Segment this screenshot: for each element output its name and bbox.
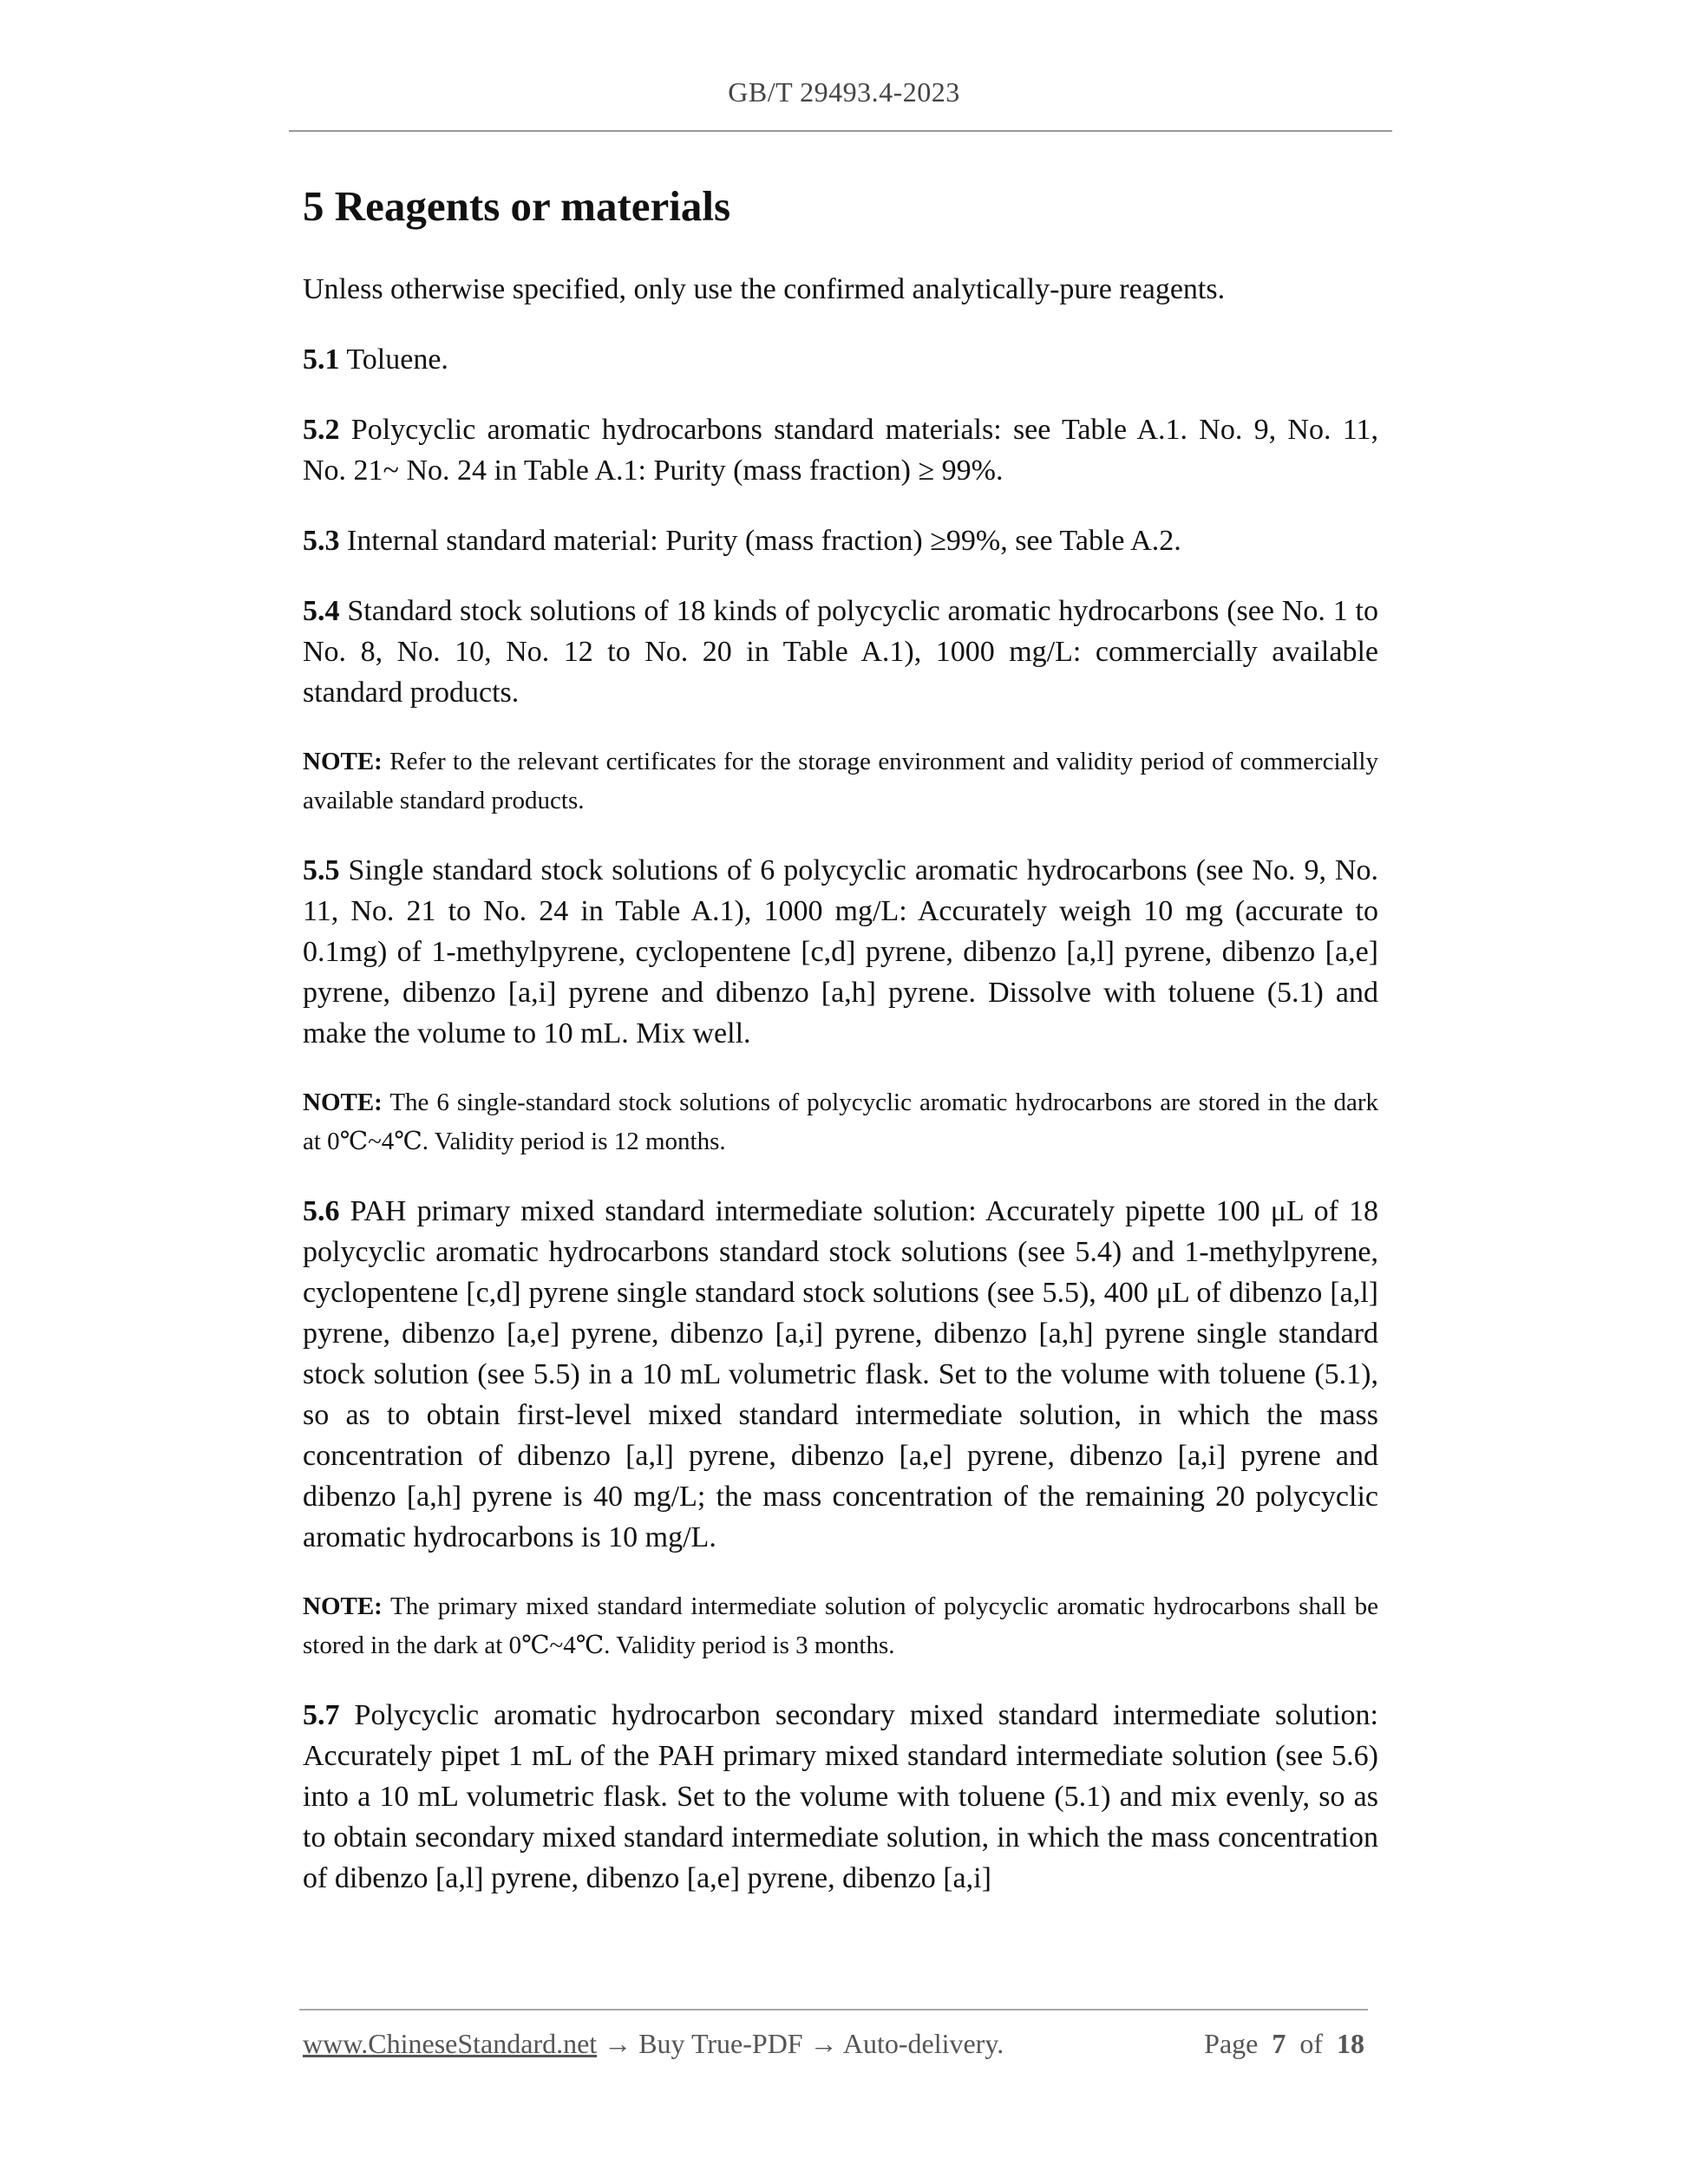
clause-text: Standard stock solutions of 18 kinds of polycyclic aromatic hydrocarbons (see No. 1 to No. 8, No. 10, No. 12 to No. 20 in Table A.1), 1000 mg/L: commercially available standard products. [303,595,1378,709]
note-text: The primary mixed standard intermediate solution of polycyclic aromatic hydrocarbons shall be stored in the dark at 0℃~4℃. Validity period is 3 months. [303,1592,1378,1659]
total-page-number: 18 [1337,2028,1364,2059]
clause-number: 5.2 [303,414,340,446]
clause-number: 5.4 [303,595,340,627]
note-5-6 [303,1587,1378,1665]
section-title: 5 Reagents or materials [303,182,731,230]
clause-5-3 [303,520,1378,561]
website-link[interactable]: www.ChineseStandard.net [303,2028,598,2059]
note-text: The 6 single-standard stock solutions of polycyclic aromatic hydrocarbons are stored in the dark at 0℃~4℃. Validity period is 12 months. [303,1089,1378,1155]
page-footer [303,2028,1364,2066]
clause-number: 5.7 [303,1699,340,1731]
clause-5-6 [303,1191,1378,1558]
clause-text: Polycyclic aromatic hydrocarbons standard materials: see Table A.1. No. 9, No. 11, No. 21~ No. 24 in Table A.1: Purity (mass fraction) ≥ 99%. [303,414,1378,487]
clause-5-1 [303,339,1378,380]
clause-5-5 [303,850,1378,1054]
clause-text: Single standard stock solutions of 6 polycyclic aromatic hydrocarbons (see No. 9, No. 11, No. 21 to No. 24 in Table A.1), 1000 mg/L: Accurately weigh 10 mg (accurate to 0.1mg) of 1-methylpyrene, cyclopentene [c,d] pyrene, dibenzo [a,l] pyrene, dibenzo [a,e] pyrene, dibenzo [a,i] pyrene and dibenzo [a,h] pyrene. Dissolve with toluene (5.1) and make the volume to 10 mL. Mix well. [303,854,1378,1049]
clause-5-4 [303,591,1378,713]
of-word: of [1299,2028,1323,2059]
document-header: GB/T 29493.4-2023 [728,76,960,108]
clause-text: Polycyclic aromatic hydrocarbon secondary mixed standard intermediate solution: Accurately pipet 1 mL of the PAH primary mixed standard intermediate solution (see 5.6) into a 10 mL volumetric flask. Set to the volume with toluene (5.1) and mix evenly, so as to obtain secondary mixed standard intermediate solution, in which the mass concentration of dibenzo [a,l] pyrene, dibenzo [a,e] pyrene, dibenzo [a,i] [303,1699,1378,1894]
clause-5-2 [303,409,1378,491]
note-label: NOTE: [303,748,383,775]
clause-number: 5.1 [303,343,340,376]
clause-text: PAH primary mixed standard intermediate solution: Accurately pipette 100 μL of 18 polycyclic aromatic hydrocarbons standard stock solutions (see 5.4) and 1-methylpyrene, cyclopentene [c,d] pyrene single standard stock solutions (see 5.5), 400 μL of dibenzo [a,l] pyrene, dibenzo [a,e] pyrene, dibenzo [a,i] pyrene, dibenzo [a,h] pyrene single standard stock solution (see 5.5) in a 10 mL volumetric flask. Set to the volume with toluene (5.1), so as to obtain first-level mixed standard intermediate solution, in which the mass concentration of dibenzo [a,l] pyrene, dibenzo [a,e] pyrene, dibenzo [a,i] pyrene and dibenzo [a,h] pyrene is 40 mg/L; the mass concentration of the remaining 20 polycyclic aromatic hydrocarbons is 10 mg/L. [303,1195,1378,1553]
clause-number: 5.6 [303,1195,340,1227]
footer-promo-text: → Buy True-PDF → Auto-delivery. [597,2028,1004,2059]
clause-text: Toluene. [339,343,448,376]
clause-number: 5.3 [303,525,340,557]
clause-number: 5.5 [303,854,340,886]
footer-promo [303,2028,1004,2060]
clause-text: Internal standard material: Purity (mass fraction) ≥99%, see Table A.2. [339,525,1181,557]
page-word: Page [1204,2028,1259,2059]
footer-divider [299,2009,1368,2011]
section-intro: Unless otherwise specified, only use the confirmed analytically-pure reagents. [303,273,1226,305]
page-content [303,180,1378,1928]
note-5-5 [303,1083,1378,1161]
note-label: NOTE: [303,1592,383,1620]
current-page-number: 7 [1272,2028,1286,2059]
header-divider [289,130,1392,132]
note-5-4 [303,742,1378,821]
note-label: NOTE: [303,1089,383,1116]
clause-5-7 [303,1695,1378,1899]
page-indicator [1204,2028,1364,2060]
note-text: Refer to the relevant certificates for the storage environment and validity period of commercially available standard products. [303,748,1378,814]
